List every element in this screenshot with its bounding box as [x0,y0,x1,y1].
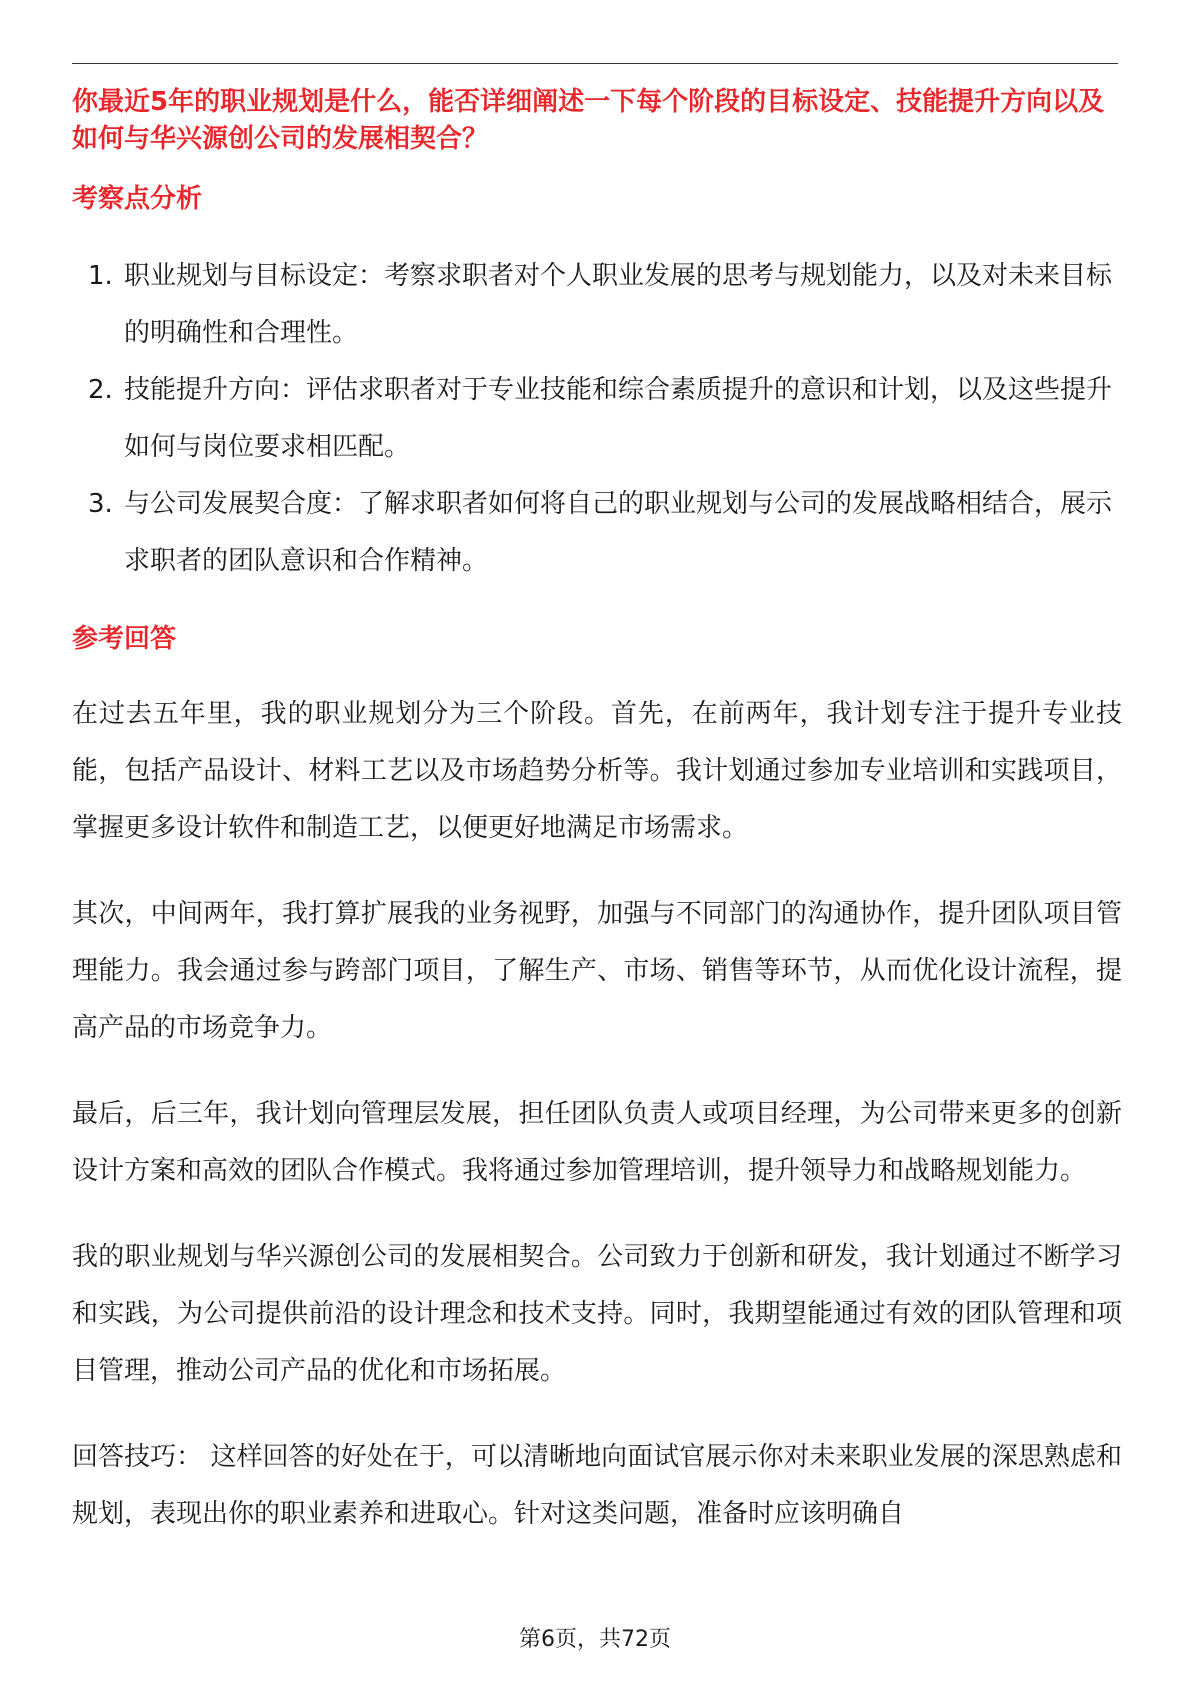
analysis-list [72,248,1122,590]
answer-tips-paragraph: 回答技巧： 这样回答的好处在于，可以清晰地向面试官展示你对未来职业发展的深思熟虑和规划，表现出你的职业素养和进取心。针对这类问题，准备时应该明确自 [72,1442,1122,1529]
analysis-item [72,248,1122,362]
analysis-item [72,362,1122,476]
answer-paragraph: 最后，后三年，我计划向管理层发展，担任团队负责人或项目经理，为公司带来更多的创新设计方案和高效的团队合作模式。我将通过参加管理培训，提升领导力和战略规划能力。 [72,1099,1122,1186]
analysis-item [72,476,1122,590]
answer-paragraph: 我的职业规划与华兴源创公司的发展相契合。公司致力于创新和研发，我计划通过不断学习和实践，为公司提供前沿的设计理念和技术支持。同时，我期望能通过有效的团队管理和项目管理，推动公司产品的优化和市场拓展。 [72,1242,1122,1386]
analysis-item-number: 3. [88,489,113,519]
answer-paragraph: 其次，中间两年，我打算扩展我的业务视野，加强与不同部门的沟通协作，提升团队项目管理能力。我会通过参与跨部门项目，了解生产、市场、销售等环节，从而优化设计流程，提高产品的市场竞争力。 [72,899,1122,1043]
page-footer: 第6页，共72页 [519,1627,671,1652]
analysis-item-text: 职业规划与目标设定：考察求职者对个人职业发展的思考与规划能力，以及对未来目标的明确性和合理性。 [124,261,1113,348]
analysis-item-number: 1. [88,261,113,291]
answer-heading: 参考回答 [72,624,177,654]
answer-paragraph: 在过去五年里，我的职业规划分为三个阶段。首先，在前两年，我计划专注于提升专业技能，包括产品设计、材料工艺以及市场趋势分析等。我计划通过参加专业培训和实践项目，掌握更多设计软件和制造工艺，以便更好地满足市场需求。 [72,699,1122,843]
analysis-item-number: 2. [88,375,113,405]
analysis-heading: 考察点分析 [72,184,203,214]
answer-body [72,686,1122,1572]
question-title: 你最近5年的职业规划是什么，能否详细阐述一下每个阶段的目标设定、技能提升方向以及如何与华兴源创公司的发展相契合？ [72,87,1105,154]
top-divider [72,63,1118,64]
analysis-item-text: 技能提升方向：评估求职者对于专业技能和综合素质提升的意识和计划，以及这些提升如何与岗位要求相匹配。 [124,375,1113,462]
analysis-item-text: 与公司发展契合度：了解求职者如何将自己的职业规划与公司的发展战略相结合，展示求职者的团队意识和合作精神。 [124,489,1113,576]
